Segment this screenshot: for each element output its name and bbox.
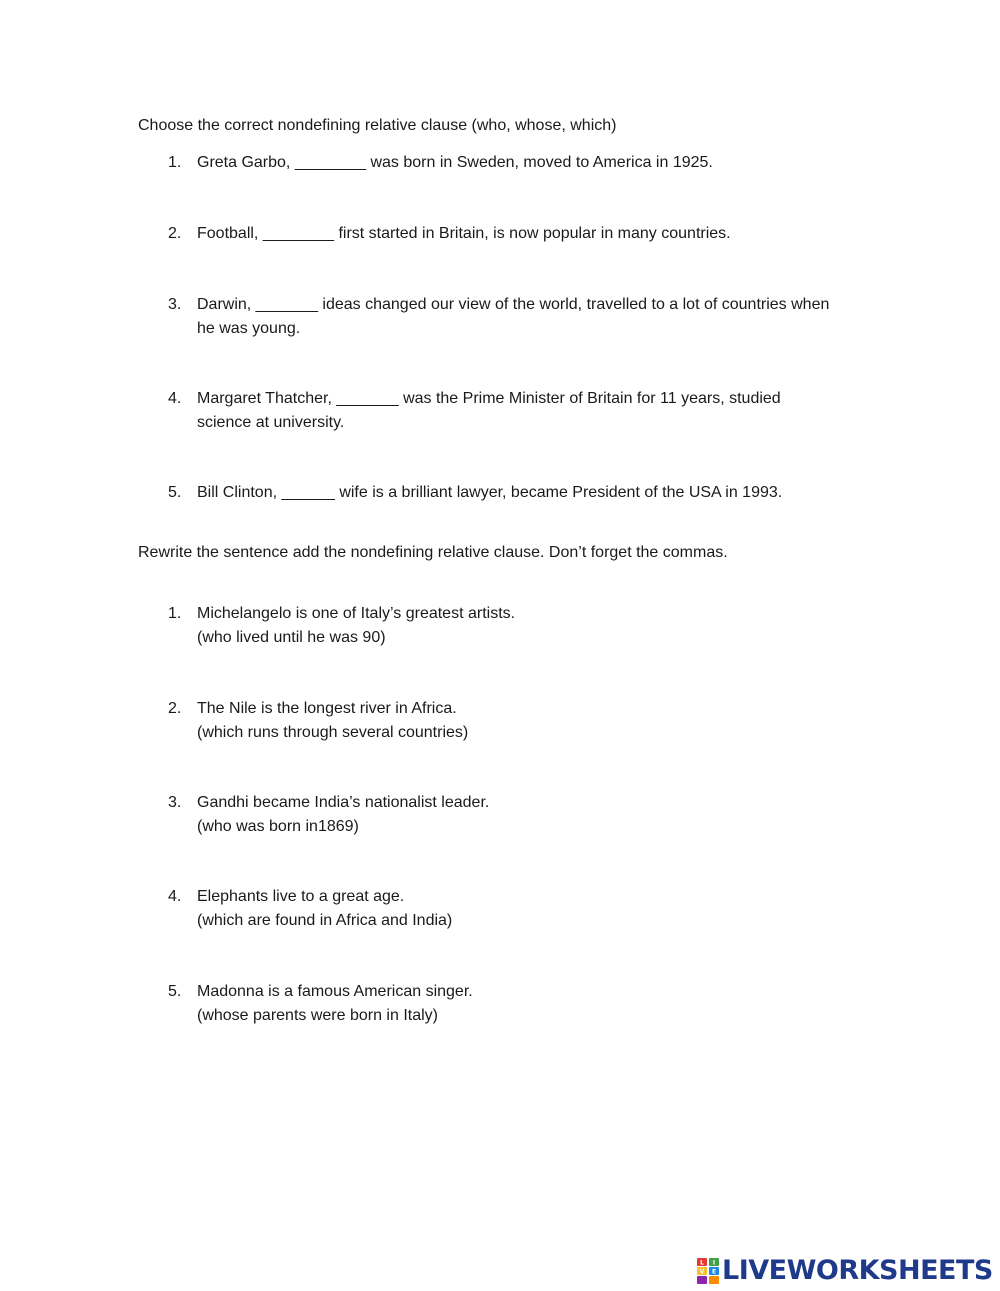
section2-item-5 xyxy=(168,980,868,1028)
svg-text:L: L xyxy=(700,1259,704,1267)
section2-instruction: Rewrite the sentence add the nondefining relative clause. Don’t forget the commas. xyxy=(138,544,728,561)
item-number: 2. xyxy=(168,700,182,717)
item-number: 5. xyxy=(168,983,182,1000)
section1-item-1 xyxy=(168,151,868,175)
section1-item-2 xyxy=(168,222,868,246)
section2-item-4 xyxy=(168,885,868,933)
item-sentence: Elephants live to a great age. xyxy=(197,888,405,905)
item-number: 3. xyxy=(168,794,182,811)
section1-item-3 xyxy=(168,293,868,341)
item-text: Bill Clinton, ______ wife is a brilliant lawyer, became President of the USA in 1993. xyxy=(197,484,783,501)
item-number: 2. xyxy=(168,225,182,242)
item-sentence: Michelangelo is one of Italy’s greatest artists. xyxy=(197,605,516,622)
section2-item-1 xyxy=(168,602,868,650)
item-text-continued: science at university. xyxy=(197,414,345,431)
svg-text:I: I xyxy=(712,1259,716,1267)
item-sentence: Gandhi became India’s nationalist leader. xyxy=(197,794,490,811)
item-sentence: Madonna is a famous American singer. xyxy=(197,983,473,1000)
item-text: Football, ________ first started in Britain, is now popular in many countries. xyxy=(197,225,731,242)
item-number: 4. xyxy=(168,888,182,905)
item-clause: (who was born in1869) xyxy=(197,818,359,835)
item-number: 5. xyxy=(168,484,182,501)
item-number: 1. xyxy=(168,154,182,171)
item-number: 1. xyxy=(168,605,182,622)
item-clause: (whose parents were born in Italy) xyxy=(197,1007,438,1024)
liveworksheets-logo-icon xyxy=(697,1258,719,1284)
liveworksheets-logo xyxy=(697,1256,993,1286)
liveworksheets-logo-text: LIVEWORKSHEETS xyxy=(722,1255,993,1286)
section2-item-3 xyxy=(168,791,868,839)
item-sentence: The Nile is the longest river in Africa. xyxy=(197,700,457,717)
svg-text:V: V xyxy=(699,1268,705,1276)
section1-item-4 xyxy=(168,387,868,435)
section2-item-2 xyxy=(168,697,868,745)
item-text: Greta Garbo, ________ was born in Sweden, moved to America in 1925. xyxy=(197,154,713,171)
item-clause: (which are found in Africa and India) xyxy=(197,912,453,929)
item-clause: (which runs through several countries) xyxy=(197,724,469,741)
item-number: 4. xyxy=(168,390,182,407)
section1-instruction: Choose the correct nondefining relative clause (who, whose, which) xyxy=(138,117,617,134)
item-text: Darwin, _______ ideas changed our view of the world, travelled to a lot of countries when xyxy=(197,296,830,313)
svg-text:E: E xyxy=(711,1268,717,1276)
section1-item-5 xyxy=(168,481,868,505)
item-text: Margaret Thatcher, _______ was the Prime Minister of Britain for 11 years, studied xyxy=(197,390,781,407)
item-clause: (who lived until he was 90) xyxy=(197,629,386,646)
item-text-continued: he was young. xyxy=(197,320,301,337)
item-number: 3. xyxy=(168,296,182,313)
